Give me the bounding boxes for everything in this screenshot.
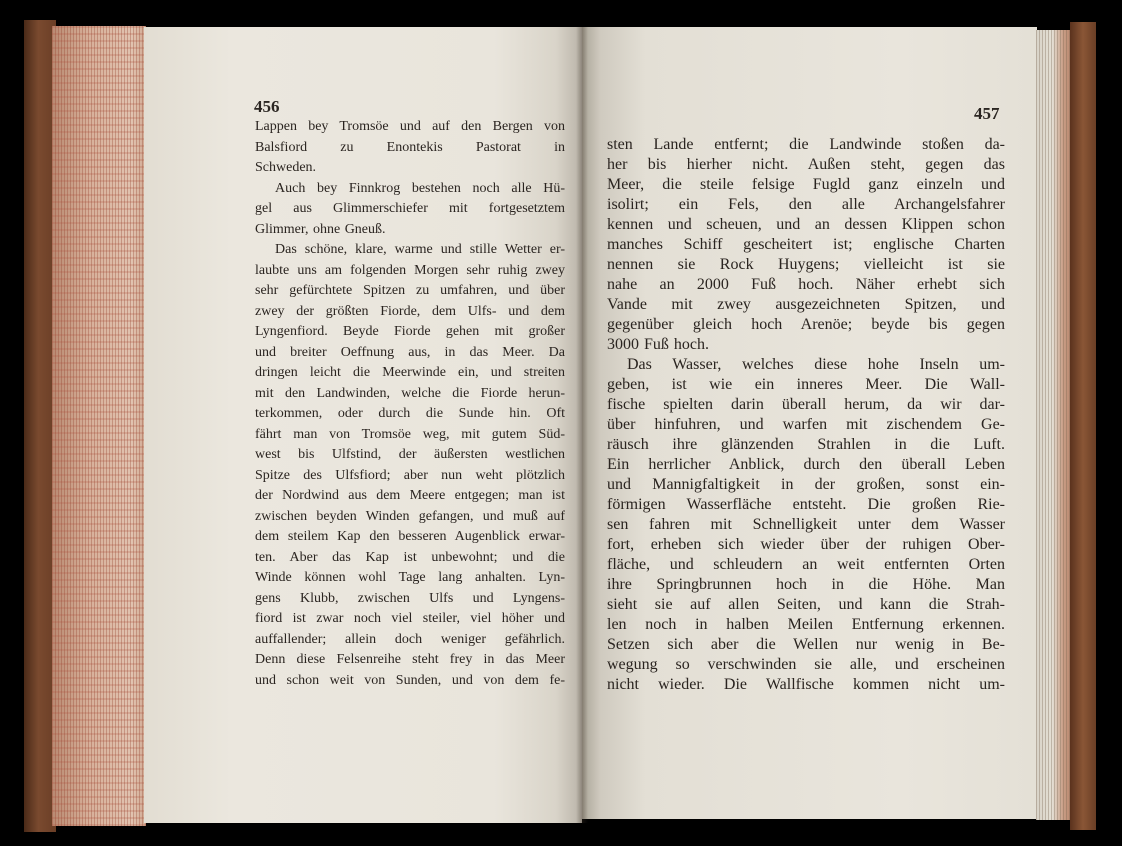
text-line: nicht wieder. Die Wallfische kommen nicht um- (607, 676, 1005, 693)
text-line: Setzen sich aber die Wellen nur wenig in Be- (607, 636, 1005, 653)
text-line: fährt man von Tromsöe weg, mit gutem Süd- (255, 426, 565, 442)
text-line: her bis hierher nicht. Außen steht, gegen das (607, 156, 1005, 173)
text-line: manches Schiff gescheitert ist; englische Charten (607, 236, 1005, 253)
right-page-number: 457 (974, 104, 1000, 123)
text-line: nahe an 2000 Fuß hoch. Näher erhebt sich (607, 276, 1005, 293)
text-line: Schweden. (255, 160, 317, 175)
text-line: Ein herrlicher Anblick, durch den überall Leben (607, 456, 1005, 473)
text-line: Vande mit zwey ausgezeichneten Spitzen, und (607, 296, 1005, 313)
paragraph (255, 179, 565, 241)
text-line: ten. Aber das Kap ist unbewohnt; und die (255, 549, 565, 565)
text-line: Denn diese Felsenreihe steht frey in das Meer (255, 652, 565, 667)
book-cover-right (1070, 22, 1096, 830)
text-line: Das Wasser, welches diese hohe Inseln um- (627, 356, 1005, 373)
text-line: len noch in halben Meilen Entfernung erkennen. (607, 616, 1005, 633)
book-gutter (576, 27, 588, 823)
paragraph (255, 117, 565, 179)
text-line: wegung so verschwinden sie alle, und erscheinen (607, 656, 1005, 673)
text-line: mit den Landwinden, welche die Fiorde herun- (255, 385, 565, 401)
text-line: gens Klubb, zwischen Ulfs und Lyngens- (255, 590, 565, 606)
text-line: sen fahren mit Schnelligkeit unter dem Wasser (607, 516, 1005, 533)
text-line: gel aus Glimmerschiefer mit fortgesetztem (255, 201, 565, 216)
text-line: fläche, und schleudern an weit entfernten Orten (607, 556, 1005, 573)
text-line: Balsfiord zu Enontekis Pastorat in (255, 139, 565, 155)
text-line: fische spielten darin überall herum, da wir dar- (607, 396, 1005, 413)
text-line: ihre Springbrunnen hoch in die Höhe. Man (607, 576, 1005, 593)
text-line: der Nordwind aus dem Meere entgegen; man ist (255, 488, 565, 503)
text-line: west bis Ulfstind, der äußersten westlichen (255, 447, 565, 462)
text-line: Winde können wohl Tage lang anhalten. Lyn- (255, 570, 565, 585)
text-line: nennen sie Rock Huygens; vielleicht ist sie (607, 256, 1005, 273)
text-line: sieht sie auf allen Seiten, und kann die Strah- (607, 596, 1005, 613)
text-line: Meer, die steile felsige Fugld ganz einzeln und (607, 176, 1005, 193)
text-line: dringen leicht die Meerwinde ein, und streiten (255, 365, 565, 380)
text-line: sehr gefürchtete Spitzen zu umfahren, und über (255, 283, 565, 298)
paragraph (607, 135, 1005, 355)
text-line: fort, erheben sich wieder über der ruhigen Ober- (607, 536, 1005, 553)
text-line: Lyngenfiord. Beyde Fiorde gehen mit großer (255, 324, 565, 339)
text-line: Spitze des Ulfsfiord; aber nun weht plötzlich (255, 467, 565, 483)
text-line: kennen und scheuen, und an dessen Klippen schon (607, 216, 1005, 233)
text-line: terkommen, oder durch die Sunde hin. Oft (255, 406, 565, 421)
text-line: und breiter Oeffnung aus, in das Meer. Da (255, 344, 565, 360)
page-edges-left (52, 26, 146, 826)
text-line: Lappen bey Tromsöe und auf den Bergen von (255, 119, 565, 134)
left-page-text (255, 117, 565, 691)
text-line: und Mannigfaltigkeit in der großen, sonst ein- (607, 476, 1005, 493)
text-line: dem steilem Kap den besseren Augenblick erwar- (255, 529, 565, 544)
paragraph (607, 355, 1005, 695)
right-page-text (607, 135, 1005, 695)
text-line: Glimmer, ohne Gneuß. (255, 221, 386, 237)
text-line: 3000 Fuß hoch. (607, 336, 709, 353)
text-line: sten Lande entfernt; die Landwinde stoßen da- (607, 136, 1005, 153)
text-line: Das schöne, klare, warme und stille Wetter er- (275, 242, 565, 257)
text-line: gegenüber gleich hoch Arenöe; beyde bis gegen (607, 316, 1005, 333)
text-line: förmigen Wasserfläche entsteht. Die großen Rie- (607, 496, 1005, 513)
left-page-number: 456 (254, 97, 280, 116)
text-line: und schon weit von Sunden, und von dem fe- (255, 672, 565, 688)
text-line: Auch bey Finnkrog bestehen noch alle Hü- (275, 180, 565, 196)
page-edges-right (1036, 30, 1072, 820)
text-line: zwischen beyden Winden gefangen, und muß auf (255, 508, 565, 524)
text-line: auffallender; allein doch weniger gefährlich. (255, 631, 565, 647)
text-line: räusch ihre glänzenden Strahlen in die Luft. (607, 436, 1005, 453)
text-line: fiord ist zwar noch viel steiler, viel höher und (255, 611, 565, 626)
text-line: laubte uns am folgenden Morgen sehr ruhig zwey (255, 262, 565, 278)
paragraph (255, 240, 565, 691)
text-line: zwey der größten Fiorde, dem Ulfs- und dem (255, 303, 565, 319)
text-line: über hinfuhren, und warfen mit zischendem Ge- (607, 416, 1005, 433)
text-line: geben, ist wie ein inneres Meer. Die Wall- (607, 376, 1005, 393)
text-line: isolirt; ein Fels, den alle Archangelsfahrer (607, 196, 1005, 213)
